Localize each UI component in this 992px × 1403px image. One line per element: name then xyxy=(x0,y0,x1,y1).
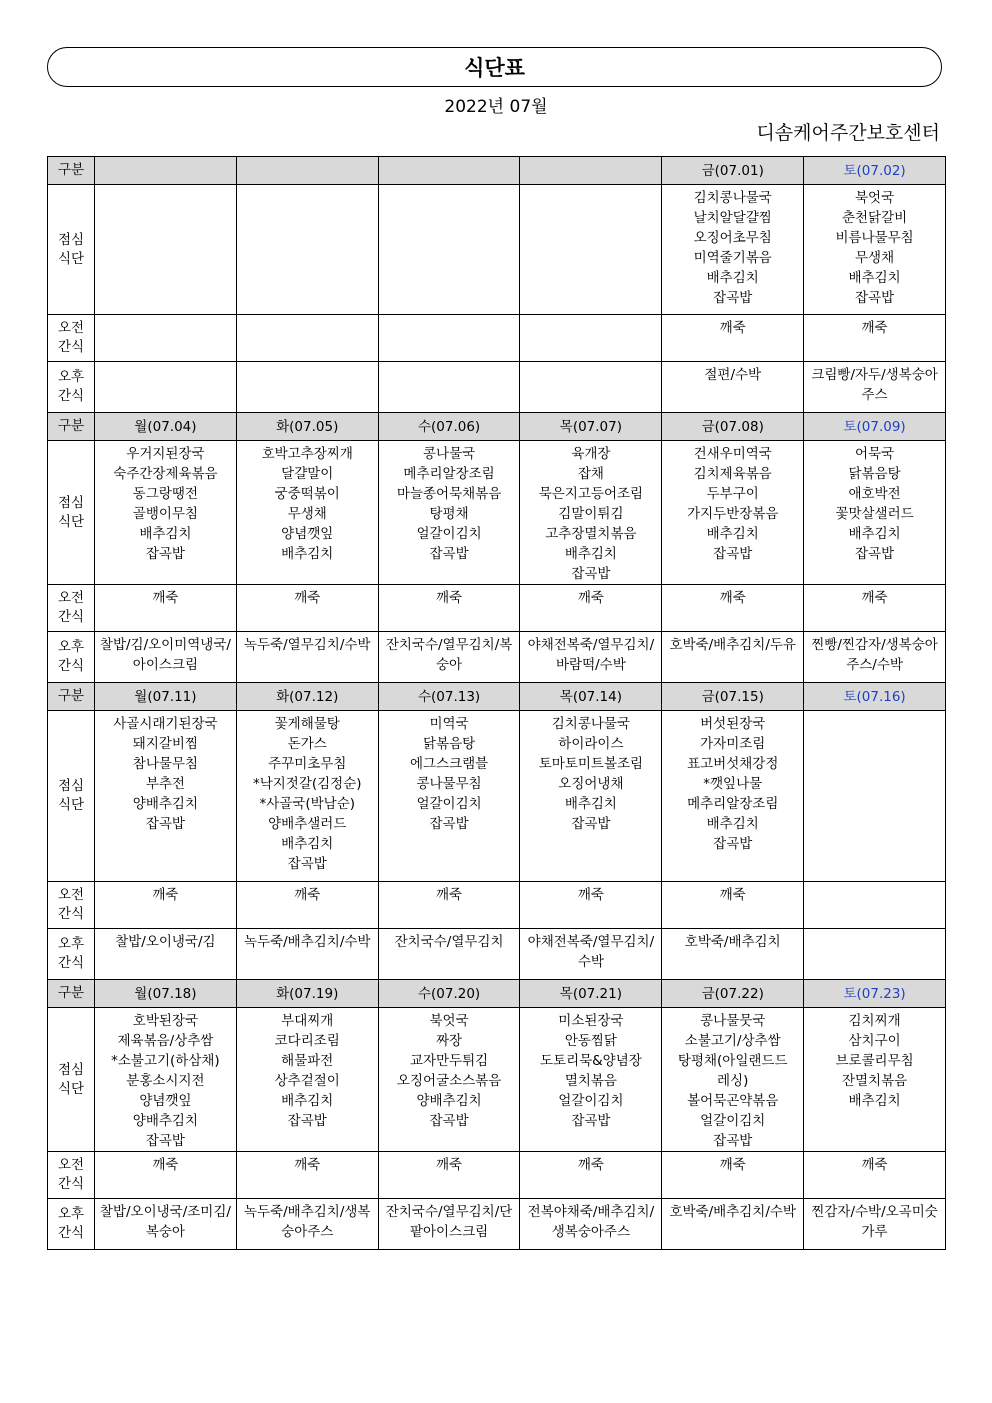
menu-item: *사골국(박남순) xyxy=(259,796,355,812)
meal-table xyxy=(47,156,946,1250)
pm-snack-cell xyxy=(378,362,520,413)
pm-snack-label-text: 오후 xyxy=(57,1206,85,1222)
day-header: 금(07.22) xyxy=(662,980,804,1008)
am-snack-cell: 깨죽 xyxy=(95,1152,237,1199)
menu-item: 콩나물뭇국 xyxy=(700,1013,766,1029)
lunch-label xyxy=(48,441,95,585)
am-snack-cell: 깨죽 xyxy=(662,882,804,929)
division-label: 구분 xyxy=(48,413,95,441)
menu-item: 잡곡밥 xyxy=(571,816,611,832)
title-banner xyxy=(47,47,942,87)
am-snack-cell: 깨죽 xyxy=(378,585,520,632)
menu-item: 양념깻잎 xyxy=(281,526,334,542)
menu-item: 탕평채(아일랜드드 xyxy=(677,1053,788,1069)
am-snack-label-text: 오전 xyxy=(57,1157,85,1173)
menu-item: 양배추김치 xyxy=(132,1113,199,1129)
menu-item: 잡곡밥 xyxy=(287,856,327,872)
menu-item: 건새우미역국 xyxy=(693,446,772,462)
lunch-label xyxy=(48,1008,95,1152)
menu-item: 잡곡밥 xyxy=(145,1133,185,1149)
menu-item: 꽃게해물탕 xyxy=(274,716,340,732)
lunch-row xyxy=(48,185,946,315)
lunch-menu-cell xyxy=(236,1008,378,1152)
menu-item: 멸치볶음 xyxy=(564,1073,617,1089)
day-header: 토(07.16) xyxy=(804,683,946,711)
menu-item: 잡곡밥 xyxy=(713,546,753,562)
menu-item: 날치알달걀찜 xyxy=(693,210,772,226)
lunch-menu-cell xyxy=(95,1008,237,1152)
pm-snack-cell xyxy=(378,632,520,683)
pm-snack-cell xyxy=(520,1199,662,1250)
day-header: 토(07.23) xyxy=(804,980,946,1008)
lunch-menu-cell xyxy=(378,441,520,585)
menu-item: 미역줄기볶음 xyxy=(693,250,772,266)
lunch-menu-cell xyxy=(236,441,378,585)
menu-item: 비름나물무침 xyxy=(835,230,914,246)
menu-item: 얼갈이김치 xyxy=(416,526,482,542)
lunch-menu-cell xyxy=(804,441,946,585)
pm-snack-cell xyxy=(378,929,520,980)
lunch-label-text: 점심 xyxy=(57,231,85,248)
pm-snack-label-text: 오후 xyxy=(57,936,85,952)
day-header: 목(07.07) xyxy=(520,413,662,441)
am-snack-cell: 깨죽 xyxy=(95,882,237,929)
am-snack-label-text: 간식 xyxy=(57,1176,85,1192)
am-snack-row xyxy=(48,882,946,929)
pm-snack-label-text: 간식 xyxy=(57,388,85,404)
day-header: 월(07.11) xyxy=(95,683,237,711)
am-snack-label-text: 오전 xyxy=(57,887,85,903)
pm-snack-row xyxy=(48,929,946,980)
menu-item: 오징어초무침 xyxy=(693,230,772,246)
menu-item: 북엇국 xyxy=(855,190,895,206)
menu-item: 잡곡밥 xyxy=(429,546,469,562)
pm-snack-label-text: 오후 xyxy=(57,369,85,385)
am-snack-cell xyxy=(804,882,946,929)
day-header-row xyxy=(48,980,946,1008)
menu-item: 무생채 xyxy=(287,506,327,522)
menu-item: 배추김치 xyxy=(706,816,759,832)
menu-item: 잡곡밥 xyxy=(429,816,469,832)
am-snack-cell: 깨죽 xyxy=(662,1152,804,1199)
lunch-label-text: 식단 xyxy=(57,250,85,267)
menu-item: 동그랑땡전 xyxy=(132,486,199,502)
menu-item: 양배추김치 xyxy=(132,796,199,812)
day-header: 금(07.08) xyxy=(662,413,804,441)
pm-snack-text: 호박죽/배추김치/수박 xyxy=(669,1204,796,1220)
lunch-label-text: 식단 xyxy=(57,513,85,530)
menu-item: 참나물무침 xyxy=(132,756,199,772)
menu-item: *소불고기(하삼채) xyxy=(111,1053,220,1069)
menu-item: 잡곡밥 xyxy=(287,1113,327,1129)
menu-item: 돼지갈비찜 xyxy=(132,736,199,752)
lunch-row xyxy=(48,711,946,882)
pm-snack-text: 호박죽/배추김치 xyxy=(684,934,781,950)
am-snack-label xyxy=(48,315,95,362)
pm-snack-text: 녹두죽/열무김치/수박 xyxy=(244,637,371,653)
page-subtitle: 2022년 07월 xyxy=(444,97,548,117)
am-snack-cell xyxy=(378,315,520,362)
menu-item: 미역국 xyxy=(429,716,469,732)
menu-item: 우거지된장국 xyxy=(126,446,205,462)
am-snack-label xyxy=(48,882,95,929)
menu-item: 해물파전 xyxy=(281,1053,334,1069)
day-header: 금(07.15) xyxy=(662,683,804,711)
lunch-menu-cell xyxy=(520,1008,662,1152)
pm-snack-label-text: 오후 xyxy=(57,639,85,655)
pm-snack-text: 야채전복죽/열무김치/바람떡/수박 xyxy=(527,637,655,673)
am-snack-label-text: 오전 xyxy=(57,590,85,606)
pm-snack-cell xyxy=(95,929,237,980)
day-header: 화(07.05) xyxy=(236,413,378,441)
menu-item: 주꾸미초무침 xyxy=(268,756,347,772)
pm-snack-cell xyxy=(804,1199,946,1250)
menu-item: 애호박전 xyxy=(848,486,901,502)
day-header: 월(07.04) xyxy=(95,413,237,441)
menu-item: 부대찌개 xyxy=(281,1013,334,1029)
lunch-menu-cell xyxy=(236,185,378,315)
menu-item: 메추리알장조림 xyxy=(403,466,495,482)
pm-snack-text: 찰밥/김/오이미역냉국/아이스크림 xyxy=(99,637,231,673)
menu-item: 배추김치 xyxy=(706,270,759,286)
lunch-menu-cell xyxy=(662,1008,804,1152)
menu-item: 에그스크램블 xyxy=(409,756,489,772)
menu-item: 무생채 xyxy=(855,250,895,266)
menu-item: 얼갈이김치 xyxy=(700,1113,766,1129)
pm-snack-cell xyxy=(520,362,662,413)
menu-item: 제육볶음/상추쌈 xyxy=(117,1033,214,1049)
menu-item: 김말이튀김 xyxy=(558,506,624,522)
am-snack-cell: 깨죽 xyxy=(804,315,946,362)
division-label: 구분 xyxy=(48,157,95,185)
pm-snack-text: 야채전복죽/열무김치/수박 xyxy=(527,934,655,970)
page-title: 식단표 xyxy=(464,56,525,80)
day-header: 화(07.12) xyxy=(236,683,378,711)
menu-item: 얼갈이김치 xyxy=(558,1093,624,1109)
menu-item: 양배추김치 xyxy=(416,1093,482,1109)
pm-snack-text: 찰밥/오이냉국/조미김/복숭아 xyxy=(99,1204,231,1240)
menu-item: 미소된장국 xyxy=(558,1013,624,1029)
menu-item: 골뱅이무침 xyxy=(132,506,199,522)
day-header: 목(07.21) xyxy=(520,980,662,1008)
am-snack-cell: 깨죽 xyxy=(378,882,520,929)
day-header xyxy=(520,157,662,185)
lunch-label-text: 식단 xyxy=(57,1080,85,1097)
am-snack-label xyxy=(48,1152,95,1199)
menu-item: 버섯된장국 xyxy=(700,716,766,732)
day-header: 월(07.18) xyxy=(95,980,237,1008)
lunch-menu-cell xyxy=(520,711,662,882)
lunch-menu-cell xyxy=(95,711,237,882)
menu-item: 돈가스 xyxy=(287,736,327,752)
lunch-row xyxy=(48,441,946,585)
menu-item: 배추김치 xyxy=(139,526,192,542)
menu-item: 김치제육볶음 xyxy=(693,466,772,482)
menu-item: 잡곡밥 xyxy=(145,546,185,562)
lunch-label-text: 식단 xyxy=(57,797,85,813)
menu-item: 토마토미트볼조림 xyxy=(538,756,644,772)
am-snack-cell: 깨죽 xyxy=(236,882,378,929)
menu-item: 잡곡밥 xyxy=(145,816,185,832)
menu-item: 마늘종어묵채볶음 xyxy=(396,486,502,502)
pm-snack-text: 잔치국수/열무김치/단팥아이스크림 xyxy=(385,1204,513,1240)
menu-item: 잡곡밥 xyxy=(713,1133,753,1149)
menu-item: 잡곡밥 xyxy=(571,1113,611,1129)
lunch-menu-cell xyxy=(662,441,804,585)
pm-snack-cell xyxy=(236,632,378,683)
pm-snack-label-text: 간식 xyxy=(57,955,85,971)
pm-snack-row xyxy=(48,1199,946,1250)
menu-item: 표고버섯채강정 xyxy=(687,756,779,772)
menu-item: 잡곡밥 xyxy=(571,566,611,582)
am-snack-row xyxy=(48,585,946,632)
menu-item: 코다리조림 xyxy=(274,1033,340,1049)
lunch-label xyxy=(48,711,95,882)
day-header: 금(07.01) xyxy=(662,157,804,185)
menu-item: 호박고추장찌개 xyxy=(261,446,353,462)
am-snack-cell: 깨죽 xyxy=(662,315,804,362)
menu-item: 레싱) xyxy=(717,1073,749,1089)
menu-item: 어묵국 xyxy=(855,446,895,462)
menu-item: 춘천닭갈비 xyxy=(841,210,908,226)
organization-name: 디솜케어주간보호센터 xyxy=(756,122,940,144)
pm-snack-label xyxy=(48,929,95,980)
menu-item: 꽃맛살샐러드 xyxy=(835,506,914,522)
menu-item: 두부구이 xyxy=(706,486,759,502)
am-snack-label-text: 간식 xyxy=(57,339,85,355)
pm-snack-cell xyxy=(804,929,946,980)
menu-item: 사골시래기된장국 xyxy=(113,716,218,732)
menu-item: 안동찜닭 xyxy=(564,1033,617,1049)
menu-item: 잡곡밥 xyxy=(855,290,895,306)
lunch-row xyxy=(48,1008,946,1152)
menu-item: 잡곡밥 xyxy=(713,836,753,852)
pm-snack-text: 찐감자/수박/오곡미숫가루 xyxy=(811,1204,938,1240)
lunch-menu-cell xyxy=(662,711,804,882)
am-snack-cell xyxy=(236,315,378,362)
pm-snack-label xyxy=(48,1199,95,1250)
pm-snack-cell xyxy=(662,929,804,980)
menu-item: 콩나물무침 xyxy=(416,776,482,792)
pm-snack-label-text: 간식 xyxy=(57,1225,85,1241)
lunch-menu-cell xyxy=(804,711,946,882)
menu-item: 분홍소시지전 xyxy=(126,1073,205,1089)
menu-item: 메추리알장조림 xyxy=(687,796,779,812)
menu-item: 상추겉절이 xyxy=(274,1073,340,1089)
menu-item: 삼치구이 xyxy=(848,1033,901,1049)
lunch-menu-cell xyxy=(236,711,378,882)
menu-item: 오징어굴소스볶음 xyxy=(396,1073,502,1089)
menu-item: 양배추샐러드 xyxy=(268,816,347,832)
menu-item: 닭볶음탕 xyxy=(422,736,476,752)
pm-snack-cell xyxy=(662,362,804,413)
pm-snack-cell xyxy=(236,362,378,413)
pm-snack-cell xyxy=(95,632,237,683)
menu-item: 얼갈이김치 xyxy=(416,796,482,812)
menu-item: 오징어냉채 xyxy=(558,776,624,792)
menu-item: 브로콜리무침 xyxy=(835,1053,914,1069)
pm-snack-cell xyxy=(236,929,378,980)
pm-snack-text: 크림빵/자두/생복숭아주스 xyxy=(811,367,938,403)
menu-item: 교자만두튀김 xyxy=(409,1053,489,1069)
lunch-menu-cell xyxy=(804,1008,946,1152)
day-header xyxy=(378,157,520,185)
lunch-menu-cell xyxy=(95,185,237,315)
day-header-row xyxy=(48,157,946,185)
menu-item: 탕평채 xyxy=(429,506,469,522)
day-header-row xyxy=(48,683,946,711)
pm-snack-text: 전복야채죽/배추김치/생복숭아주스 xyxy=(527,1204,655,1240)
menu-item: 배추김치 xyxy=(706,526,759,542)
pm-snack-cell xyxy=(236,1199,378,1250)
pm-snack-cell xyxy=(95,1199,237,1250)
menu-item: 배추김치 xyxy=(848,1093,901,1109)
menu-item: 도토리묵&양념장 xyxy=(539,1053,642,1069)
lunch-menu-cell xyxy=(378,1008,520,1152)
am-snack-cell: 깨죽 xyxy=(520,1152,662,1199)
menu-item: *깻잎나물 xyxy=(703,776,763,792)
pm-snack-cell xyxy=(520,632,662,683)
menu-item: 배추김치 xyxy=(281,836,334,852)
pm-snack-text: 녹두죽/배추김치/생복숭아주스 xyxy=(244,1204,371,1240)
lunch-menu-cell xyxy=(378,185,520,315)
lunch-label-text: 점심 xyxy=(57,778,85,794)
am-snack-cell: 깨죽 xyxy=(236,585,378,632)
menu-item: 소불고기/상추쌈 xyxy=(684,1033,781,1049)
day-header-row xyxy=(48,413,946,441)
pm-snack-row xyxy=(48,632,946,683)
lunch-menu-cell xyxy=(520,185,662,315)
menu-item: 김치콩나물국 xyxy=(551,716,631,732)
menu-item: 북엇국 xyxy=(429,1013,469,1029)
pm-snack-text: 잔치국수/열무김치/복숭아 xyxy=(385,637,513,673)
pm-snack-cell xyxy=(804,362,946,413)
menu-item: 배추김치 xyxy=(281,1093,334,1109)
menu-item: 김치콩나물국 xyxy=(693,190,772,206)
menu-item: 가지두반장볶음 xyxy=(687,506,779,522)
menu-item: 부추전 xyxy=(145,776,185,792)
menu-item: 숙주간장제육볶음 xyxy=(113,466,218,482)
menu-item: 김치찌개 xyxy=(848,1013,901,1029)
pm-snack-row xyxy=(48,362,946,413)
menu-item: 콩나물국 xyxy=(422,446,476,462)
menu-item: 배추김치 xyxy=(848,270,901,286)
pm-snack-cell xyxy=(662,1199,804,1250)
lunch-menu-cell xyxy=(378,711,520,882)
pm-snack-text: 찰밥/오이냉국/김 xyxy=(115,934,216,950)
day-header: 수(07.13) xyxy=(378,683,520,711)
day-header xyxy=(95,157,237,185)
day-header xyxy=(236,157,378,185)
menu-item: 달걀말이 xyxy=(281,466,334,482)
am-snack-label-text: 간식 xyxy=(57,906,85,922)
menu-item: 잡채 xyxy=(577,466,604,482)
day-header: 수(07.06) xyxy=(378,413,520,441)
am-snack-label-text: 오전 xyxy=(57,320,85,336)
menu-item: *낙지젓갈(김정순) xyxy=(252,776,362,792)
lunch-label-text: 점심 xyxy=(57,494,85,511)
menu-item: 배추김치 xyxy=(281,546,334,562)
pm-snack-text: 호박죽/배추김치/두유 xyxy=(669,637,796,653)
pm-snack-label xyxy=(48,362,95,413)
menu-item: 잡곡밥 xyxy=(855,546,895,562)
pm-snack-cell xyxy=(520,929,662,980)
am-snack-cell: 깨죽 xyxy=(378,1152,520,1199)
menu-item: 잡곡밥 xyxy=(429,1113,469,1129)
pm-snack-cell xyxy=(662,632,804,683)
lunch-menu-cell xyxy=(95,441,237,585)
menu-item: 볼어묵곤약볶음 xyxy=(687,1093,779,1109)
menu-item: 호박된장국 xyxy=(132,1013,199,1029)
day-header: 토(07.09) xyxy=(804,413,946,441)
am-snack-cell: 깨죽 xyxy=(804,585,946,632)
lunch-label xyxy=(48,185,95,315)
menu-item: 잡곡밥 xyxy=(713,290,753,306)
am-snack-label-text: 간식 xyxy=(57,609,85,625)
am-snack-row xyxy=(48,1152,946,1199)
am-snack-cell: 깨죽 xyxy=(236,1152,378,1199)
pm-snack-cell xyxy=(804,632,946,683)
am-snack-row xyxy=(48,315,946,362)
lunch-menu-cell xyxy=(662,185,804,315)
lunch-label-text: 점심 xyxy=(57,1061,85,1078)
pm-snack-cell xyxy=(378,1199,520,1250)
am-snack-cell: 깨죽 xyxy=(520,882,662,929)
am-snack-cell xyxy=(95,315,237,362)
am-snack-cell: 깨죽 xyxy=(662,585,804,632)
menu-item: 양념깻잎 xyxy=(139,1093,192,1109)
am-snack-cell: 깨죽 xyxy=(804,1152,946,1199)
menu-item: 가자미조림 xyxy=(700,736,766,752)
day-header: 토(07.02) xyxy=(804,157,946,185)
lunch-menu-cell xyxy=(804,185,946,315)
pm-snack-text: 절편/수박 xyxy=(704,367,762,383)
menu-item: 잔멸치볶음 xyxy=(841,1073,908,1089)
am-snack-label xyxy=(48,585,95,632)
pm-snack-label xyxy=(48,632,95,683)
pm-snack-text: 녹두죽/배추김치/수박 xyxy=(244,934,371,950)
menu-item: 궁중떡볶이 xyxy=(274,486,340,502)
menu-item: 짜장 xyxy=(436,1033,463,1049)
menu-item: 배추김치 xyxy=(564,796,617,812)
am-snack-cell: 깨죽 xyxy=(520,585,662,632)
division-label: 구분 xyxy=(48,683,95,711)
menu-item: 하이라이스 xyxy=(558,736,624,752)
day-header: 목(07.14) xyxy=(520,683,662,711)
lunch-menu-cell xyxy=(520,441,662,585)
pm-snack-label-text: 간식 xyxy=(57,658,85,674)
menu-item: 묵은지고등어조림 xyxy=(538,486,644,502)
am-snack-cell xyxy=(520,315,662,362)
division-label: 구분 xyxy=(48,980,95,1008)
pm-snack-cell xyxy=(95,362,237,413)
pm-snack-text: 찐빵/찐감자/생복숭아주스/수박 xyxy=(811,637,938,673)
pm-snack-text: 잔치국수/열무김치 xyxy=(394,934,504,950)
day-header: 화(07.19) xyxy=(236,980,378,1008)
menu-item: 배추김치 xyxy=(564,546,617,562)
menu-item: 육개장 xyxy=(571,446,611,462)
am-snack-cell: 깨죽 xyxy=(95,585,237,632)
day-header: 수(07.20) xyxy=(378,980,520,1008)
menu-item: 닭볶음탕 xyxy=(848,466,901,482)
menu-item: 고추장멸치볶음 xyxy=(545,526,637,542)
menu-item: 배추김치 xyxy=(848,526,901,542)
